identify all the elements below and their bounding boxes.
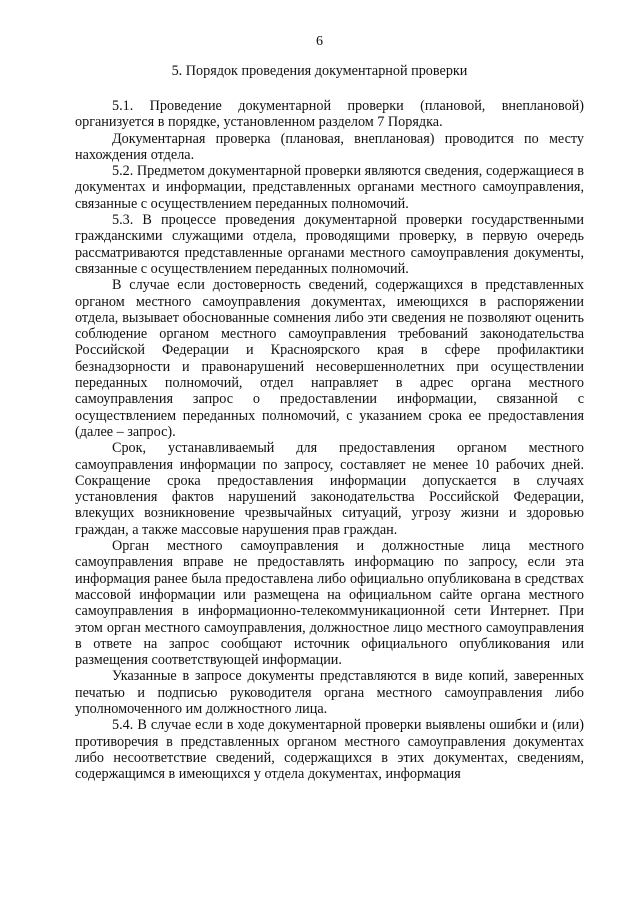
paragraph-5-4: 5.4. В случае если в ходе документарной проверки выявлены ошибки и (или) противоречия в представленных органом местного самоуправления документах либо несоответствие сведений, содержащихся в этих документах, сведениям, содержащимся в имеющихся у отдела документах, информация (75, 717, 584, 783)
paragraph-place: Документарная проверка (плановая, внеплановая) проводится по месту нахождения отдела. (75, 130, 584, 163)
document-body (75, 98, 584, 782)
paragraph-exemption: Орган местного самоуправления и должностные лица местного самоуправления вправе не предоставлять информацию по запросу, если эта информация ранее была предоставлена либо официально опубликована в средствах массовой информации или размещена на официальном сайте органа местного самоуправления в информационно-телекоммуникационной сети Интернет. При этом орган местного самоуправления, должностное лицо местного самоуправления в ответе на запрос сообщают источник официального опубликования или размещения соответствующей информации. (75, 538, 584, 669)
paragraph-deadline: Срок, устанавливаемый для предоставления органом местного самоуправления информации по запросу, составляет не менее 10 рабочих дней. Сокращение срока предоставления информации допускается в случаях установления фактов нарушений законодательства Российской Федерации, влекущих возникновение чрезвычайных ситуаций, угрозу жизни и здоровью граждан, а также массовые нарушения прав граждан. (75, 440, 584, 538)
paragraph-request: В случае если достоверность сведений, содержащихся в представленных органом местного самоуправления документах, имеющихся в распоряжении отдела, вызывает обоснованные сомнения либо эти сведения не позволяют оценить соблюдение органом местного самоуправления требований законодательства Российской Федерации и Красноярского края в сфере профилактики безнадзорности и правонарушений несовершеннолетних при осуществлении переданных полномочий, отдел направляет в адрес органа местного самоуправления запрос о предоставлении информации, связанной с осуществлением переданных полномочий, с указанием срока ее предоставления (далее – запрос). (75, 277, 584, 440)
paragraph-copies: Указанные в запросе документы представляются в виде копий, заверенных печатью и подписью руководителя органа местного самоуправления либо уполномоченного им должностного лица. (75, 668, 584, 717)
paragraph-5-1: 5.1. Проведение документарной проверки (плановой, внеплановой) организуется в порядке, установленном разделом 7 Порядка. (75, 98, 584, 131)
page-number: 6 (316, 34, 323, 49)
section-title: 5. Порядок проведения документарной проверки (171, 63, 468, 79)
paragraph-5-2: 5.2. Предметом документарной проверки являются сведения, содержащиеся в документах и информации, представленных органами местного самоуправления, связанные с осуществлением переданных полномочий. (75, 163, 584, 212)
paragraph-5-3: 5.3. В процессе проведения документарной проверки государственными гражданскими служащими отдела, проводящими проверку, в первую очередь рассматриваются представленные органами местного самоуправления документы, связанные с осуществлением переданных полномочий. (75, 212, 584, 277)
